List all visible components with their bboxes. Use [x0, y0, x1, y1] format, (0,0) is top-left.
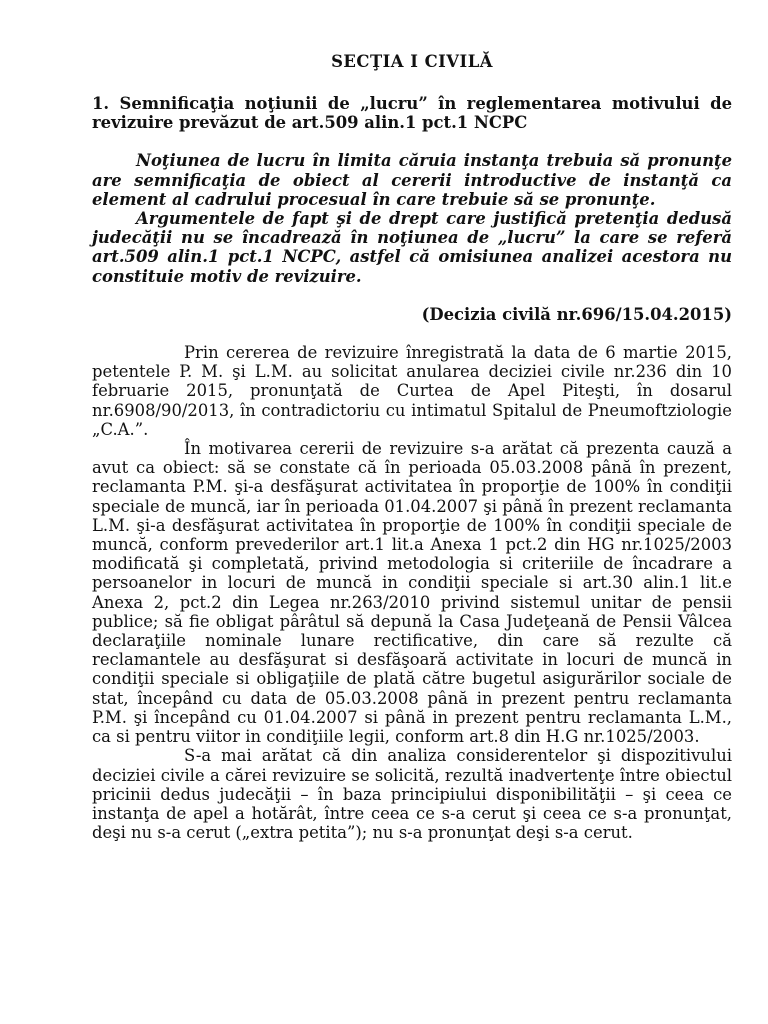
- decision-reference: (Decizia civilă nr.696/15.04.2015): [421, 304, 732, 324]
- abstract-paragraph: Argumentele de fapt şi de drept care justifică pretenţia dedusă judecăţii nu se încadrează în noţiunea de „lucru” la care se referă art.509 alin.1 pct.1 NCPC, astfel că omisiunea analizei acestora nu constituie motiv de revizuire.: [92, 209, 732, 286]
- spacer: [92, 286, 732, 305]
- body-paragraph: Prin cererea de revizuire înregistrată la data de 6 martie 2015, petentele P. M. şi L.M. au solicitat anularea deciziei civile nr.236 din 10 februarie 2015, pronunţată de Curtea de Apel Piteşti, în dosarul nr.6908/90/2013, în contradictoriu cu intimatul Spitalul de Pneumoftziologie „C.A.”.: [92, 343, 732, 439]
- spacer: [92, 132, 732, 151]
- spacer: [92, 324, 732, 343]
- section-title: SECŢIA I CIVILĂ: [331, 52, 493, 71]
- spacer: [92, 71, 732, 94]
- abstract-paragraph: Noţiunea de lucru în limita căruia instanţa trebuia să pronunţe are semnificaţia de obiect al cererii introductive de instanţă ca element al cadrului procesual în care trebuie să se pronunţe.: [92, 151, 732, 209]
- case-heading: 1. Semnificaţia noţiunii de „lucru” în reglementarea motivului de revizuire prevăzut de art.509 alin.1 pct.1 NCPC: [92, 94, 732, 133]
- body-paragraph: S-a mai arătat că din analiza considerentelor şi dispozitivului deciziei civile a cărei revizuire se solicită, rezultă inadvertenţe între obiectul pricinii dedus judecăţii – în baza principiului disponibilităţii – şi ceea ce instanţa de apel a hotărât, între ceea ce s-a cerut şi ceea ce s-a pronunţat, deşi nu s-a cerut („extra petita”); nu s-a pronunţat deşi s-a cerut.: [92, 746, 732, 843]
- document-page: [92, 52, 732, 842]
- body-paragraph: În motivarea cererii de revizuire s-a arătat că prezenta cauză a avut ca obiect: să se constate că în perioada 05.03.2008 până în prezent, reclamanta P.M. şi-a desfăşurat activitatea în proporţie de 100% în condiţii speciale de muncă, iar în perioada 01.04.2007 şi până în prezent reclamanta L.M. şi-a desfăşurat activitatea în proporţie de 100% în condiţii speciale de muncă, conform prevederilor art.1 lit.a Anexa 1 pct.2 din HG nr.1025/2003 modificată şi completată, privind metodologia si criteriile de încadrare a persoanelor in locuri de muncă in condiţii speciale si art.30 alin.1 lit.e Anexa 2, pct.2 din Legea nr.263/2010 privind sistemul unitar de pensii publice; să fie obligat pârâtul să depună la Casa Judeţeană de Pensii Vâlcea declaraţiile nominale lunare rectificative, din care să rezulte că reclamantele au desfăşurat si desfăşoară activitate in locuri de muncă in condiţii speciale si obligaţiile de plată către bugetul asigurărilor sociale de stat, începând cu data de 05.03.2008 până in prezent pentru reclamanta P.M. şi începând cu 01.04.2007 si până in prezent pentru reclamanta L.M., ca si pentru viitor in condiţiile legii, conform art.8 din H.G nr.1025/2003.: [92, 439, 732, 747]
